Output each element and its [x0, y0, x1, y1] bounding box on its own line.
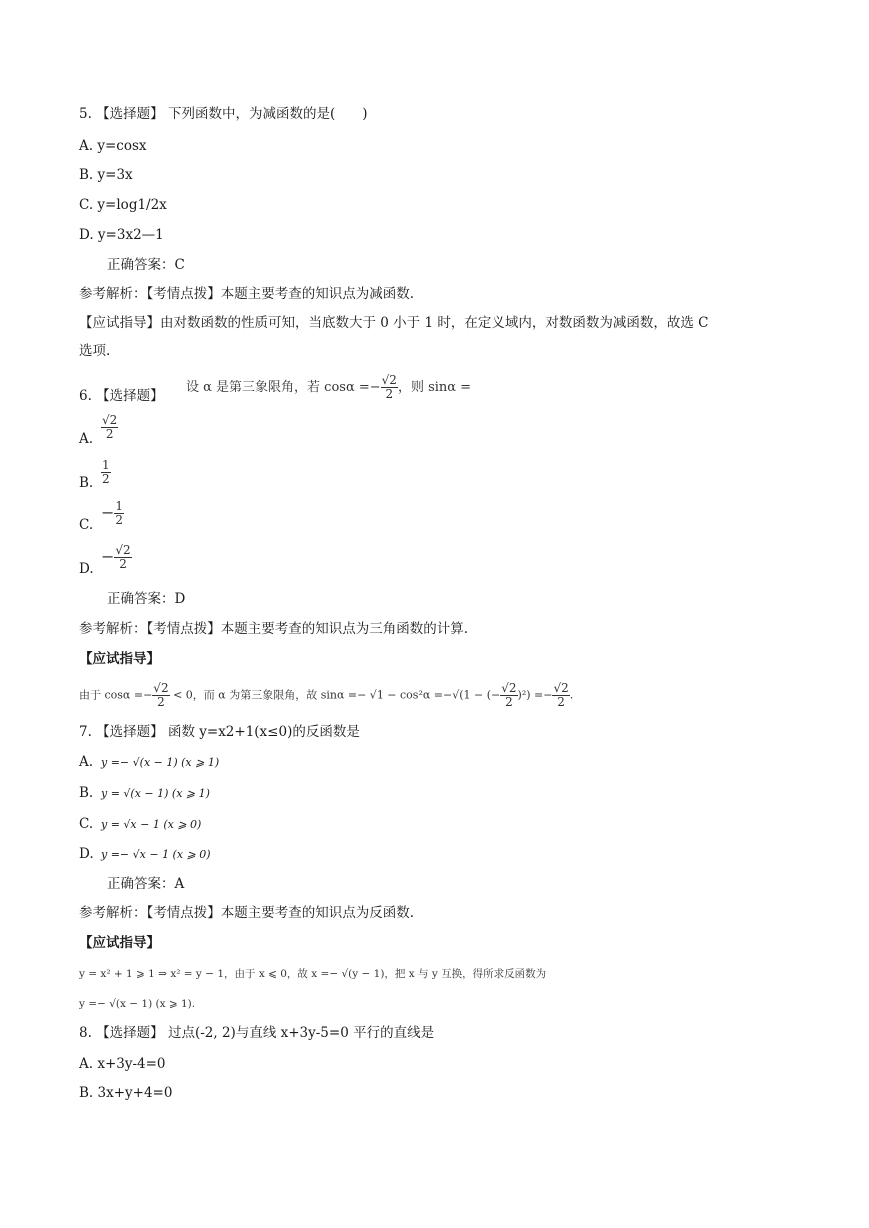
q5-option-a: A. y=cosx	[79, 138, 147, 154]
q8-stem: 8. 【选择题】 过点(-2, 2)与直线 x+3y-5=0 平行的直线是	[79, 1025, 435, 1041]
q5-option-b: B. y=3x	[79, 167, 133, 183]
q6-option-d: D.	[79, 561, 94, 577]
q6-guide-label: 【应试指导】	[79, 651, 160, 667]
q6-option-c: C.	[79, 517, 94, 533]
q7-analysis: 参考解析：【考情点拨】本题主要考查的知识点为反函数.	[79, 905, 415, 921]
q6-guide-math: 由于 cosα =− $\frac{√2}{2}$ < 0，而 α 为第三象限角，故 sinα =− √1 − cos²α =−√(1 − (− $\frac{√2}{2}$ )²) =− $\frac{√2}{2}$ .	[79, 681, 574, 709]
q7-stem: 7. 【选择题】 函数 y=x2+1(x≤0)的反函数是	[79, 724, 360, 740]
q5-analysis: 参考解析：【考情点拨】本题主要考查的知识点为减函数.	[79, 286, 415, 302]
q6-analysis: 参考解析：【考情点拨】本题主要考查的知识点为三角函数的计算.	[79, 621, 469, 637]
q8-option-a: A. x+3y-4=0	[79, 1056, 166, 1072]
q7-option-c-math: y = √x − 1 (x ⩾ 0)	[101, 818, 202, 831]
q6-stem-math: 设 α 是第三象限角，若 cosα =− $\frac{√2}{2}$ ，则 sinα =	[186, 373, 472, 401]
q7-option-b-math: y = √(x − 1) (x ⩾ 1)	[101, 787, 210, 800]
q7-option-d-math: y =− √x − 1 (x ⩾ 0)	[101, 848, 211, 861]
q5-answer: 正确答案：C	[107, 257, 185, 273]
q6-option-a-math: $\frac{√2}{2}$	[102, 413, 118, 441]
q7-guide-math-line1: y = x² + 1 ⩾ 1 ⇒ x² = y − 1，由于 x ⩽ 0，故 x =− √(y − 1)，把 x 与 y 互换，得所求反函数为	[79, 968, 547, 980]
q5-option-c: C. y=log1/2x	[79, 197, 167, 213]
q7-option-b: B. y = √(x − 1) (x ⩾ 1)	[79, 785, 210, 801]
q5-guide-line1: 【应试指导】由对数函数的性质可知，当底数大于 0 小于 1 时，在定义域内，对数函数为减函数，故选 C	[79, 315, 709, 331]
q7-option-a: A. y =− √(x − 1) (x ⩾ 1)	[79, 754, 220, 770]
q6-answer: 正确答案：D	[107, 591, 186, 607]
q7-option-c: C. y = √x − 1 (x ⩾ 0)	[79, 816, 202, 832]
q8-option-b: B. 3x+y+4=0	[79, 1085, 173, 1101]
q5-guide-line2: 选项.	[79, 343, 111, 359]
q5-stem: 5. 【选择题】 下列函数中，为减函数的是( )	[79, 106, 368, 122]
q6-option-c-math: − $\frac{1}{2}$	[101, 499, 124, 527]
q7-answer: 正确答案：A	[107, 876, 185, 892]
q7-guide-label: 【应试指导】	[79, 935, 160, 951]
q6-option-b-math: $\frac{1}{2}$	[102, 458, 110, 486]
q5-option-d: D. y=3x2—1	[79, 227, 164, 243]
q7-option-d: D. y =− √x − 1 (x ⩾ 0)	[79, 846, 211, 862]
q6-option-b: B.	[79, 475, 94, 491]
q6-option-a: A.	[79, 431, 94, 447]
q6-option-d-math: − $\frac{√2}{2}$	[101, 543, 131, 571]
q7-option-a-math: y =− √(x − 1) (x ⩾ 1)	[101, 756, 220, 769]
q7-guide-math-line2: y =− √(x − 1) (x ⩾ 1).	[79, 998, 196, 1010]
q6-stem-prefix: 6. 【选择题】	[79, 388, 164, 404]
